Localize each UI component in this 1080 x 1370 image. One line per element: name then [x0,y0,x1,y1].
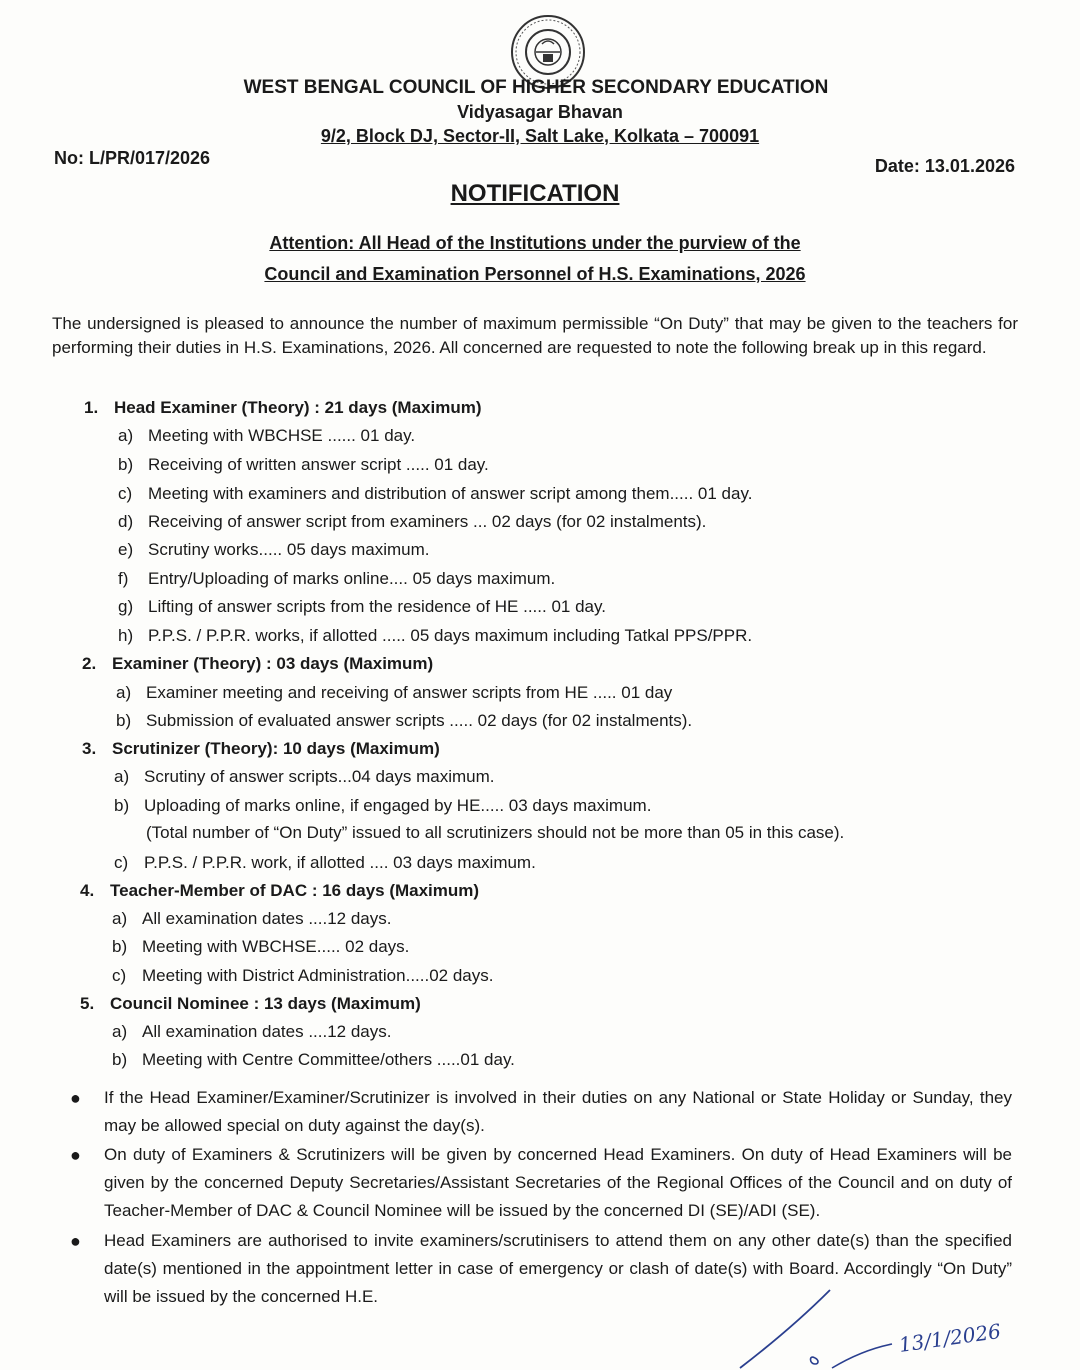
section-number: 1. [84,398,99,417]
list-item: h) P.P.S. / P.P.R. works, if allotted ..... 05 days maximum including Tatkal PPS/PPR. [118,626,753,645]
bullet-text: On duty of Examiners & Scrutinizers will be given by concerned Head Examiners. On duty of Head Examiners will be given by the concerned Deputy Secretaries/Assistant Secretaries of the Regional Offices of the Council and on duty of Teacher-Member of DAC & Council Nominee will be issued by the concerned DI (SE)/ADI (SE). [104,1145,1012,1220]
bullet-icon: ● [70,1231,81,1251]
list-item: b) Receiving of written answer script ..... 01 day. [118,455,489,474]
list-item: b) Uploading of marks online, if engaged by HE..... 03 days maximum. [114,796,652,815]
page-title: NOTIFICATION [450,180,620,207]
list-item: f) Entry/Uploading of marks online.... 05 days maximum. [118,569,556,588]
section-number: 5. [80,994,95,1013]
section-heading: Council Nominee : 13 days (Maximum) [110,994,421,1013]
list-item: a) All examination dates ....12 days. [112,1022,392,1041]
org-address: 9/2, Block DJ, Sector-II, Salt Lake, Kolkata – 700091 [320,126,760,146]
section-heading: Head Examiner (Theory) : 21 days (Maximum) [114,398,482,417]
list-item: a) Meeting with WBCHSE ...... 01 day. [118,426,416,445]
reference-number: No: L/PR/017/2026 [54,148,211,168]
attention-line-1: Attention: All Head of the Institutions under the purview of the [269,233,801,253]
list-item: a) Examiner meeting and receiving of answer scripts from HE ..... 01 day [116,683,673,702]
attention-line-2: Council and Examination Personnel of H.S. Examinations, 2026 [264,264,806,284]
list-item: b) Meeting with WBCHSE..... 02 days. [112,937,410,956]
list-item: g) Lifting of answer scripts from the residence of HE ..... 01 day. [118,597,606,616]
signature [720,1280,1020,1370]
section-examiner [82,654,433,674]
org-name: WEST BENGAL COUNCIL OF HIGHER SECONDARY EDUCATION [243,77,829,98]
section-scrutinizer [82,739,440,759]
section-dac-member [80,881,479,901]
list-item: c) P.P.S. / P.P.R. work, if allotted .... 03 days maximum. [114,853,536,872]
list-item: b) Meeting with Centre Committee/others .....01 day. [112,1050,515,1069]
intro-paragraph: The undersigned is pleased to announce the number of maximum permissible “On Duty” that may be given to the teachers for performing their duties in H.S. Examinations, 2026. All concerned are requested to note the following break up in this regard. [52,314,1018,357]
building-name: Vidyasagar Bhavan [457,102,623,122]
list-item: d) Receiving of answer script from examiners ... 02 days (for 02 instalments). [118,512,707,531]
bullet-icon: ● [70,1145,81,1165]
section-heading: Teacher-Member of DAC : 16 days (Maximum) [110,881,480,900]
bullet-item [70,1141,1012,1225]
list-item: a) All examination dates ....12 days. [112,909,392,928]
section-number: 3. [82,739,97,758]
section-head-examiner [84,398,482,418]
bullet-text: Head Examiners are authorised to invite examiners/scrutinisers to attend them on any other date(s) than the specified date(s) mentioned in the appointment letter in case of emergency or clash of date(s) with Board. Accordingly “On Duty” will be issued by the concerned H.E. [104,1231,1012,1306]
list-item: a) Scrutiny of answer scripts...04 days maximum. [114,767,495,786]
section-number: 2. [82,654,97,673]
list-item: b) Submission of evaluated answer scripts ..... 02 days (for 02 instalments). [116,711,693,730]
bullet-item [70,1084,1012,1140]
list-item: e) Scrutiny works..... 05 days maximum. [118,540,430,559]
section-heading: Examiner (Theory) : 03 days (Maximum) [112,654,434,673]
bullet-text: If the Head Examiner/Examiner/Scrutinizer is involved in their duties on any National or State Holiday or Sunday, they may be allowed special on duty against the day(s). [104,1088,1012,1135]
signature-date: 13/1/2026 [897,1318,1003,1357]
scrutinizer-note: (Total number of “On Duty” issued to all scrutinizers should not be more than 05 in this case). [146,823,845,842]
notification-date: Date: 13.01.2026 [874,156,1015,176]
section-council-nominee [80,994,421,1014]
section-heading: Scrutinizer (Theory): 10 days (Maximum) [112,739,440,758]
list-item: c) Meeting with examiners and distribution of answer script among them..... 01 day. [118,484,753,503]
list-item: c) Meeting with District Administration.....02 days. [112,966,494,985]
bullet-icon: ● [70,1088,81,1108]
section-number: 4. [80,881,95,900]
